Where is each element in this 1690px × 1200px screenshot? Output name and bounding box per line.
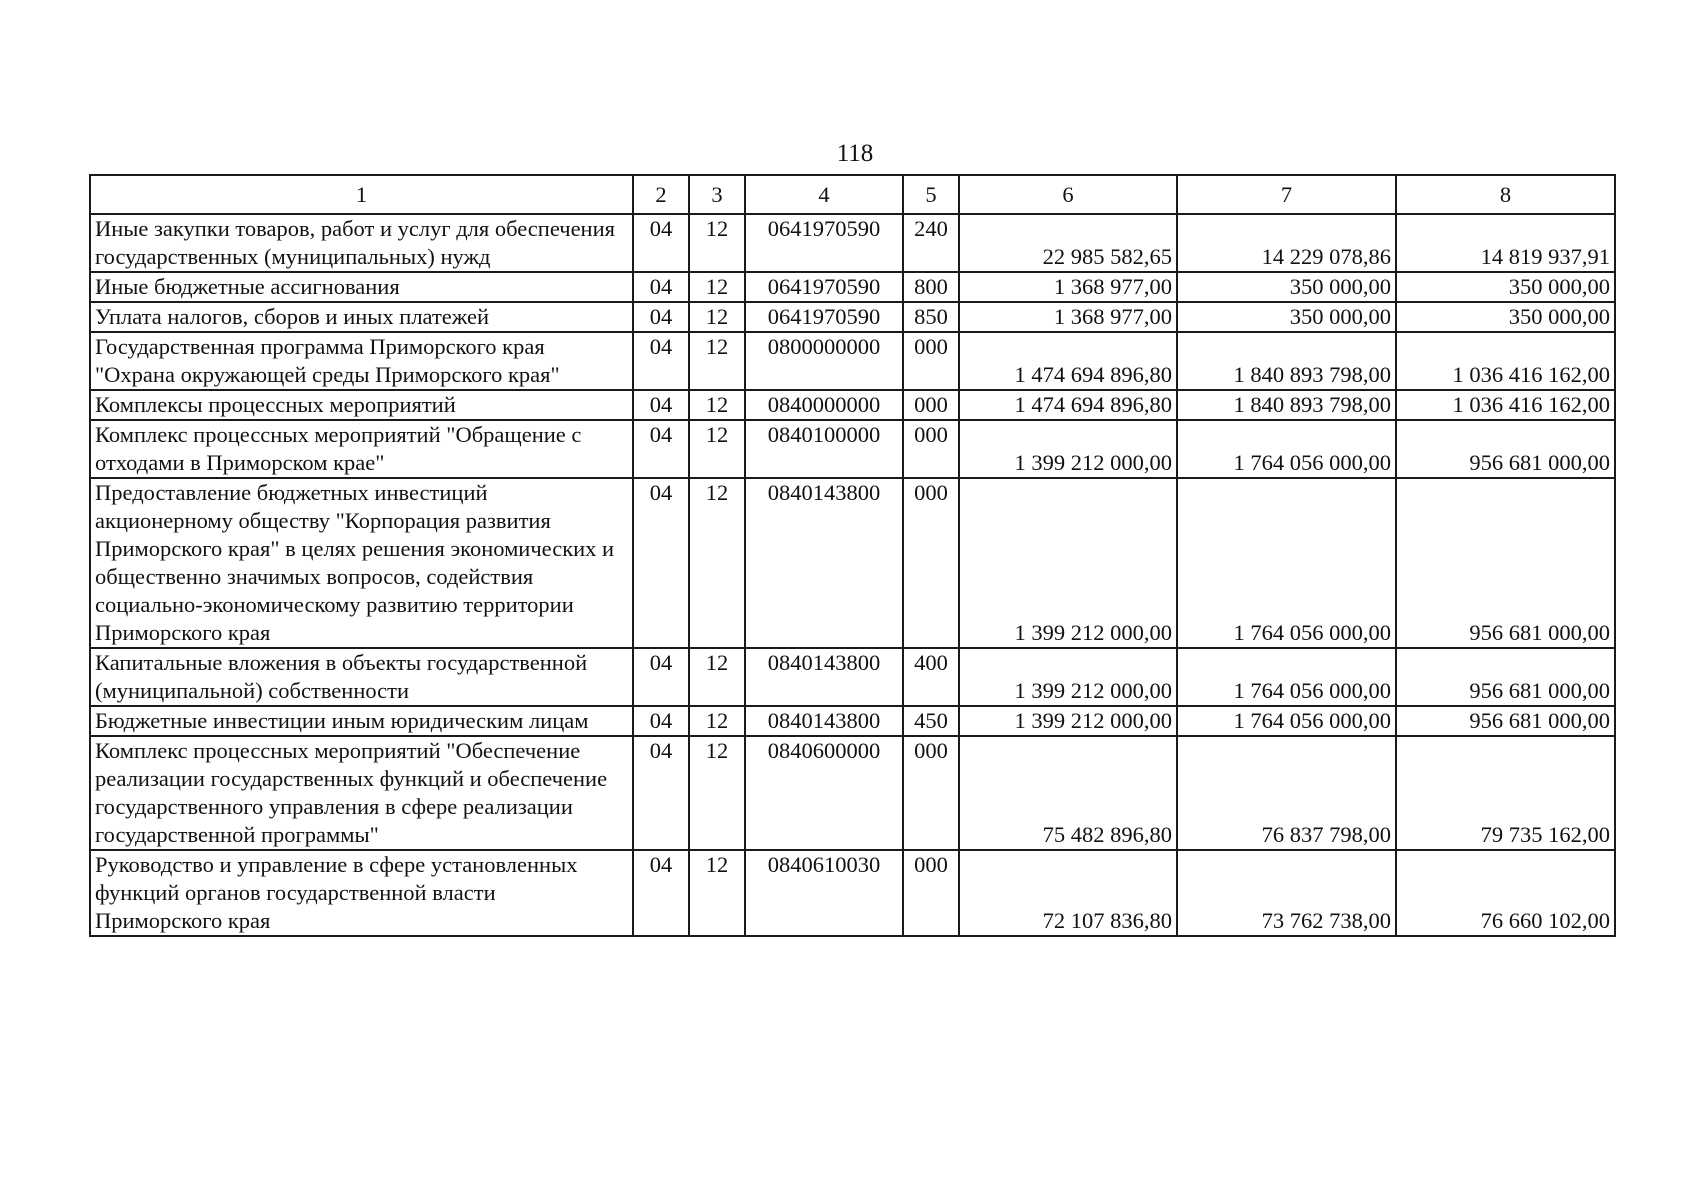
amount-year3-cell: 1 036 416 162,00 [1396, 390, 1615, 420]
table-row [90, 420, 1615, 478]
target-article-cell: 0840143800 [745, 706, 903, 736]
amount-year1-cell: 75 482 896,80 [959, 736, 1177, 850]
row-name-cell: Предоставление бюджетных инвестиций акционерному обществу "Корпорация развития Приморского края" в целях решения экономических и общественно значимых вопросов, содействия социально-экономическому развитию территории Приморского края [90, 478, 633, 648]
section-code-cell: 04 [633, 420, 689, 478]
subsection-code-cell: 12 [689, 272, 745, 302]
amount-year3-cell: 350 000,00 [1396, 302, 1615, 332]
section-code-cell: 04 [633, 390, 689, 420]
expense-type-cell: 400 [903, 648, 959, 706]
amount-year1-cell: 1 474 694 896,80 [959, 390, 1177, 420]
section-code-cell: 04 [633, 478, 689, 648]
amount-year2-cell: 350 000,00 [1177, 302, 1396, 332]
row-name-cell: Иные закупки товаров, работ и услуг для обеспечения государственных (муниципальных) нужд [90, 214, 633, 272]
amount-year1-cell: 1 399 212 000,00 [959, 706, 1177, 736]
amount-year1-cell: 72 107 836,80 [959, 850, 1177, 936]
row-name-cell: Бюджетные инвестиции иным юридическим лицам [90, 706, 633, 736]
amount-year1-cell: 1 399 212 000,00 [959, 420, 1177, 478]
header-col-7: 7 [1177, 175, 1396, 214]
target-article-cell: 0840600000 [745, 736, 903, 850]
table-row [90, 272, 1615, 302]
target-article-cell: 0840100000 [745, 420, 903, 478]
amount-year2-cell: 1 840 893 798,00 [1177, 390, 1396, 420]
table-row [90, 478, 1615, 648]
row-name-cell: Комплексы процессных мероприятий [90, 390, 633, 420]
target-article-cell: 0840610030 [745, 850, 903, 936]
subsection-code-cell: 12 [689, 648, 745, 706]
row-name-cell: Государственная программа Приморского края "Охрана окружающей среды Приморского края" [90, 332, 633, 390]
header-col-1: 1 [90, 175, 633, 214]
amount-year2-cell: 1 764 056 000,00 [1177, 706, 1396, 736]
amount-year1-cell: 1 368 977,00 [959, 302, 1177, 332]
amount-year3-cell: 956 681 000,00 [1396, 420, 1615, 478]
subsection-code-cell: 12 [689, 420, 745, 478]
amount-year3-cell: 956 681 000,00 [1396, 478, 1615, 648]
table-row [90, 648, 1615, 706]
target-article-cell: 0840143800 [745, 648, 903, 706]
amount-year1-cell: 1 368 977,00 [959, 272, 1177, 302]
header-col-5: 5 [903, 175, 959, 214]
section-code-cell: 04 [633, 272, 689, 302]
expense-type-cell: 000 [903, 390, 959, 420]
table-row [90, 706, 1615, 736]
subsection-code-cell: 12 [689, 390, 745, 420]
header-col-8: 8 [1396, 175, 1615, 214]
amount-year3-cell: 14 819 937,91 [1396, 214, 1615, 272]
subsection-code-cell: 12 [689, 706, 745, 736]
target-article-cell: 0641970590 [745, 272, 903, 302]
row-name-cell: Комплекс процессных мероприятий "Обращение с отходами в Приморском крае" [90, 420, 633, 478]
amount-year2-cell: 1 764 056 000,00 [1177, 648, 1396, 706]
section-code-cell: 04 [633, 648, 689, 706]
amount-year2-cell: 1 840 893 798,00 [1177, 332, 1396, 390]
table-row [90, 390, 1615, 420]
table-row [90, 850, 1615, 936]
amount-year2-cell: 350 000,00 [1177, 272, 1396, 302]
table-row [90, 332, 1615, 390]
amount-year3-cell: 956 681 000,00 [1396, 706, 1615, 736]
subsection-code-cell: 12 [689, 478, 745, 648]
subsection-code-cell: 12 [689, 850, 745, 936]
section-code-cell: 04 [633, 302, 689, 332]
section-code-cell: 04 [633, 850, 689, 936]
amount-year2-cell: 14 229 078,86 [1177, 214, 1396, 272]
header-col-4: 4 [745, 175, 903, 214]
amount-year2-cell: 1 764 056 000,00 [1177, 420, 1396, 478]
row-name-cell: Комплекс процессных мероприятий "Обеспечение реализации государственных функций и обеспечение государственного управления в сфере реализации государственной программы" [90, 736, 633, 850]
section-code-cell: 04 [633, 736, 689, 850]
row-name-cell: Капитальные вложения в объекты государственной (муниципальной) собственности [90, 648, 633, 706]
page-number: 118 [836, 140, 874, 167]
header-col-3: 3 [689, 175, 745, 214]
target-article-cell: 0641970590 [745, 214, 903, 272]
expense-type-cell: 000 [903, 736, 959, 850]
budget-table [89, 174, 1616, 937]
subsection-code-cell: 12 [689, 214, 745, 272]
target-article-cell: 0840000000 [745, 390, 903, 420]
amount-year1-cell: 1 399 212 000,00 [959, 648, 1177, 706]
expense-type-cell: 850 [903, 302, 959, 332]
table-row [90, 214, 1615, 272]
target-article-cell: 0840143800 [745, 478, 903, 648]
amount-year3-cell: 956 681 000,00 [1396, 648, 1615, 706]
target-article-cell: 0800000000 [745, 332, 903, 390]
subsection-code-cell: 12 [689, 302, 745, 332]
header-col-6: 6 [959, 175, 1177, 214]
expense-type-cell: 000 [903, 478, 959, 648]
amount-year3-cell: 1 036 416 162,00 [1396, 332, 1615, 390]
expense-type-cell: 240 [903, 214, 959, 272]
section-code-cell: 04 [633, 332, 689, 390]
header-row [90, 175, 1615, 214]
expense-type-cell: 000 [903, 420, 959, 478]
amount-year1-cell: 1 474 694 896,80 [959, 332, 1177, 390]
table-row [90, 302, 1615, 332]
header-col-2: 2 [633, 175, 689, 214]
section-code-cell: 04 [633, 706, 689, 736]
amount-year1-cell: 22 985 582,65 [959, 214, 1177, 272]
subsection-code-cell: 12 [689, 332, 745, 390]
expense-type-cell: 800 [903, 272, 959, 302]
table-row [90, 736, 1615, 850]
amount-year2-cell: 73 762 738,00 [1177, 850, 1396, 936]
amount-year3-cell: 76 660 102,00 [1396, 850, 1615, 936]
amount-year3-cell: 350 000,00 [1396, 272, 1615, 302]
row-name-cell: Уплата налогов, сборов и иных платежей [90, 302, 633, 332]
expense-type-cell: 000 [903, 332, 959, 390]
amount-year2-cell: 76 837 798,00 [1177, 736, 1396, 850]
expense-type-cell: 000 [903, 850, 959, 936]
amount-year1-cell: 1 399 212 000,00 [959, 478, 1177, 648]
amount-year3-cell: 79 735 162,00 [1396, 736, 1615, 850]
row-name-cell: Иные бюджетные ассигнования [90, 272, 633, 302]
expense-type-cell: 450 [903, 706, 959, 736]
section-code-cell: 04 [633, 214, 689, 272]
row-name-cell: Руководство и управление в сфере установленных функций органов государственной власти Приморского края [90, 850, 633, 936]
subsection-code-cell: 12 [689, 736, 745, 850]
target-article-cell: 0641970590 [745, 302, 903, 332]
amount-year2-cell: 1 764 056 000,00 [1177, 478, 1396, 648]
